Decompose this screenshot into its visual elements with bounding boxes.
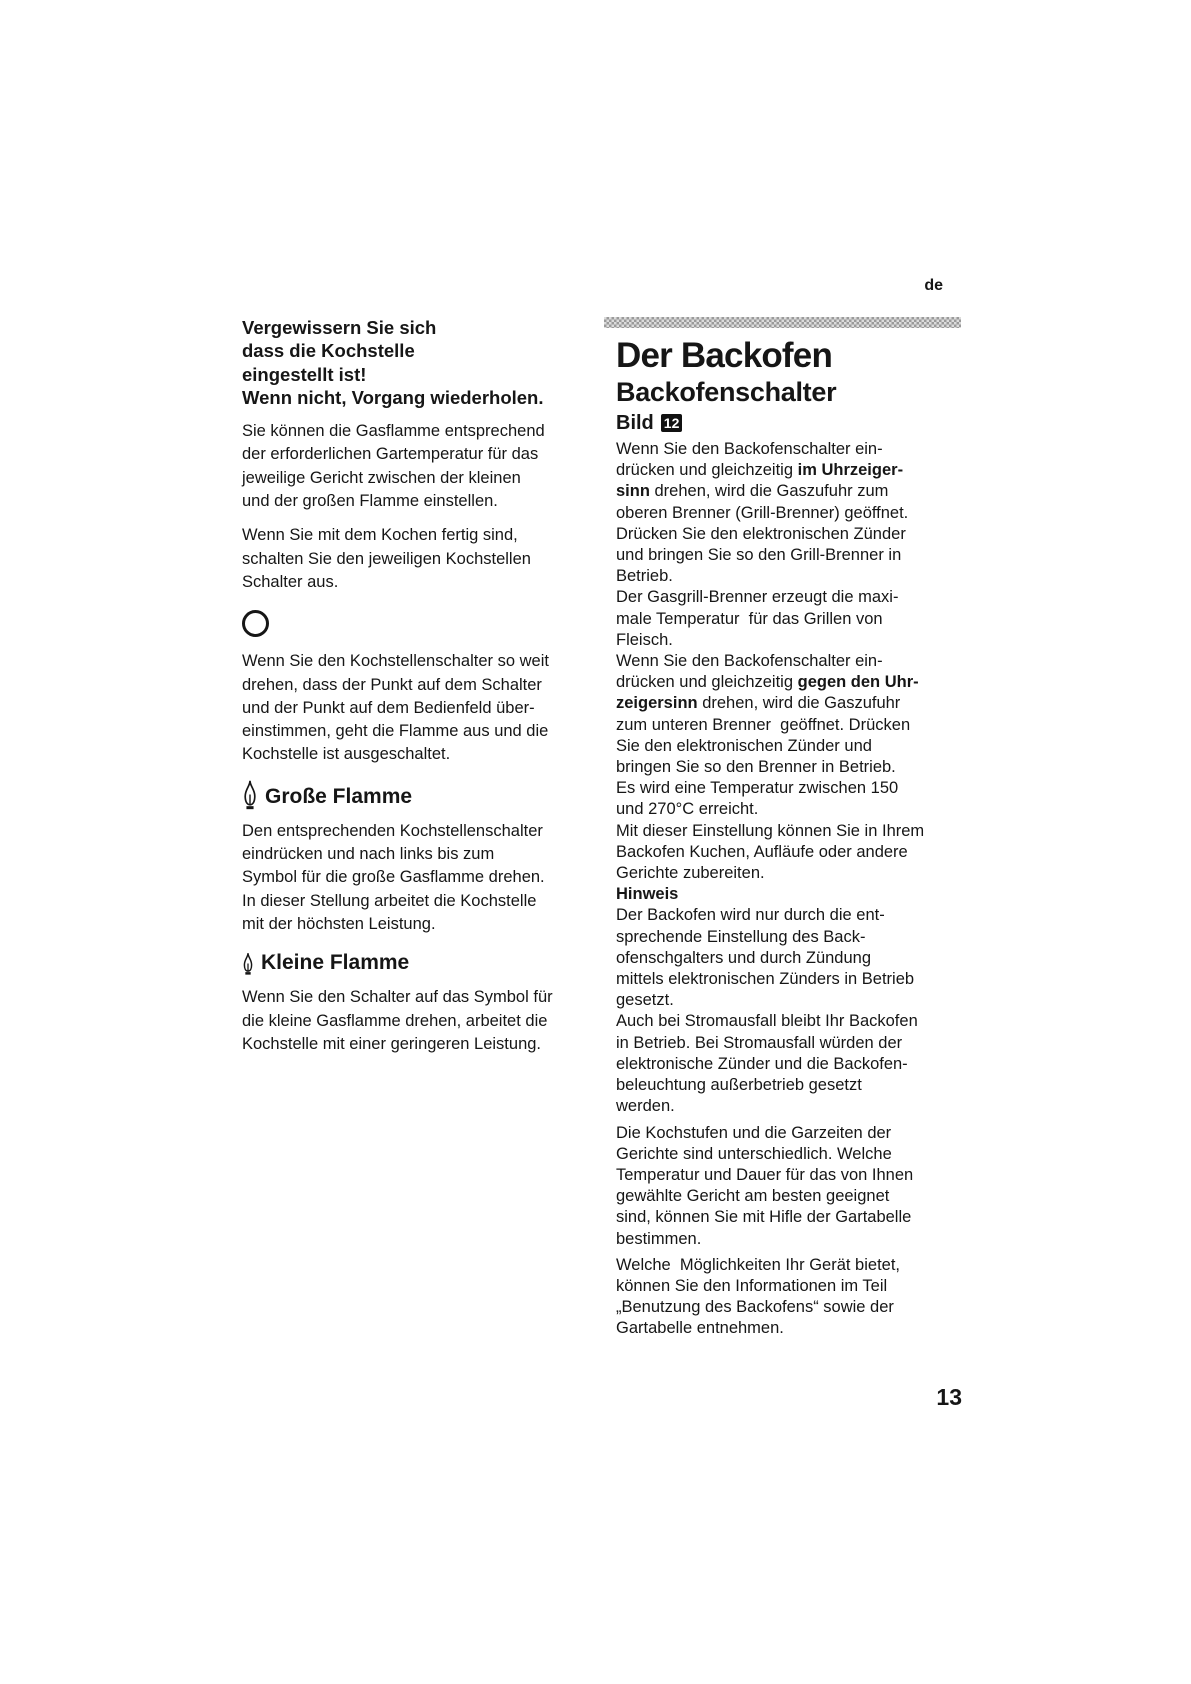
text-line: Schalter aus. <box>242 572 339 591</box>
text-line: Temperatur und Dauer für das von Ihnen <box>616 1165 914 1184</box>
text-segment: drehen, wird die Gaszufuhr <box>697 694 901 713</box>
text-line: Der Gasgrill-Brenner erzeugt die maxi- <box>616 588 899 607</box>
figure-number-badge: 12 <box>661 414 683 432</box>
text-line: jeweilige Gericht zwischen der kleinen <box>242 468 521 487</box>
right-column-text <box>604 336 961 1340</box>
text-line: drehen, dass der Punkt auf dem Schalter <box>242 675 542 694</box>
text-line: Es wird eine Temperatur zwischen 150 <box>616 779 899 798</box>
text-line: Wenn nicht, Vorgang wiederholen. <box>242 386 544 408</box>
paragraph-grosse-flamme <box>242 820 564 936</box>
text-line: ofenschgalters und durch Zündung <box>616 948 872 967</box>
page-number: 13 <box>936 1384 962 1410</box>
text-line: Der Backofen wird nur durch die ent- <box>616 906 885 925</box>
text-line: Wenn Sie den Backofenschalter ein- <box>616 652 883 671</box>
text-line: und bringen Sie so den Grill-Brenner in <box>616 546 902 565</box>
text-line: die kleine Gasflamme drehen, arbeitet die <box>242 1011 548 1030</box>
text-line: Kochstelle ist ausgeschaltet. <box>242 745 451 764</box>
text-line: in Betrieb. Bei Stromausfall würden der <box>616 1033 903 1052</box>
text-line: und der Punkt auf dem Bedienfeld über- <box>242 698 535 717</box>
bold-text-segment: zeigersinn <box>616 694 698 713</box>
text-line: Auch bei Stromausfall bleibt Ihr Backofen <box>616 1012 918 1031</box>
text-line: bestimmen. <box>616 1229 702 1248</box>
text-line: Sie können die Gasflamme entsprechend <box>242 422 545 441</box>
text-line: Wenn Sie den Kochstellenschalter so weit <box>242 652 549 671</box>
text-segment: drücken und gleichzeitig <box>616 461 798 480</box>
text-line: Gerichte sind unterschiedlich. Welche <box>616 1144 892 1163</box>
text-line: Gartabelle entnehmen. <box>616 1319 784 1338</box>
text-line <box>616 693 961 714</box>
text-line: dass die Kochstelle <box>242 340 415 362</box>
off-position-circle-icon <box>242 610 269 637</box>
section-subtitle: Backofenschalter <box>616 377 837 407</box>
section-divider-band <box>604 317 961 328</box>
text-line: werden. <box>616 1097 675 1116</box>
text-line: der erforderlichen Gartemperatur für das <box>242 445 539 464</box>
text-line: Sie den elektronischen Zünder und <box>616 736 872 755</box>
text-line: Symbol für die große Gasflamme drehen. <box>242 868 545 887</box>
text-line <box>616 884 961 905</box>
text-line: schalten Sie den jeweiligen Kochstellen <box>242 549 531 568</box>
warning-heading <box>242 316 564 409</box>
bold-text-segment: sinn <box>616 482 650 501</box>
text-line: sind, können Sie mit Hifle der Gartabelle <box>616 1208 912 1227</box>
paragraph-switch-off <box>242 524 564 594</box>
text-line: Welche Möglichkeiten Ihr Gerät bietet, <box>616 1255 900 1274</box>
text-line: In dieser Stellung arbeitet die Kochstelle <box>242 891 537 910</box>
text-line: Vergewissern Sie sich <box>242 317 437 338</box>
text-line: „Benutzung des Backofens“ sowie der <box>616 1298 894 1317</box>
paragraph-kleine-flamme <box>242 986 564 1056</box>
bold-text-segment: im Uhrzeiger- <box>797 461 904 480</box>
gas-flame-large-icon <box>242 779 258 810</box>
right-column <box>604 276 961 1340</box>
text-line: mit der höchsten Leistung. <box>242 914 436 933</box>
text-line: oberen Brenner (Grill-Brenner) geöffnet. <box>616 503 909 522</box>
text-line: bringen Sie so den Brenner in Betrieb. <box>616 758 896 777</box>
heading-kleine-flamme-label: Kleine Flamme <box>261 951 410 975</box>
language-marker: de <box>924 277 943 294</box>
paragraph-flame-range <box>242 420 564 513</box>
text-line: können Sie den Informationen im Teil <box>616 1276 888 1295</box>
text-line: Backofen Kuchen, Aufläufe oder andere <box>616 842 908 861</box>
heading-kleine-flamme <box>242 950 564 976</box>
text-line: Die Kochstufen und die Garzeiten der <box>616 1123 892 1142</box>
gas-flame-small-icon <box>242 951 254 976</box>
text-line: Wenn Sie mit dem Kochen fertig sind, <box>242 526 518 545</box>
text-line: Gerichte zubereiten. <box>616 864 765 883</box>
text-line: gesetzt. <box>616 991 674 1010</box>
text-line: beleuchtung außerbetrieb gesetzt <box>616 1076 862 1095</box>
bold-text-segment: gegen den Uhr- <box>797 673 919 692</box>
left-column <box>242 316 564 1056</box>
text-line: Wenn Sie den Backofenschalter ein- <box>616 440 883 458</box>
text-line: eingestellt ist! <box>242 363 367 385</box>
bold-text-segment: Hinweis <box>616 885 679 904</box>
text-line: zum unteren Brenner geöffnet. Drücken <box>616 715 911 734</box>
heading-grosse-flamme <box>242 779 564 810</box>
text-line: und 270°C erreicht. <box>616 800 759 819</box>
text-line: elektronische Zünder und die Backofen- <box>616 1054 908 1073</box>
text-line: gewählte Gericht am besten geeignet <box>616 1187 890 1206</box>
text-line: Den entsprechenden Kochstellenschalter <box>242 821 543 840</box>
body-text <box>616 439 961 1340</box>
figure-label: Bild <box>616 412 654 434</box>
text-line: Mit dieser Einstellung können Sie in Ihrem <box>616 821 925 840</box>
text-line: Fleisch. <box>616 630 673 649</box>
text-line <box>616 672 961 693</box>
text-line: und der großen Flamme einstellen. <box>242 492 498 511</box>
text-line: Kochstelle mit einer geringeren Leistung. <box>242 1034 542 1053</box>
text-line: eindrücken und nach links bis zum <box>242 845 495 864</box>
text-segment: drehen, wird die Gaszufuhr zum <box>649 482 889 501</box>
text-line: male Temperatur für das Grillen von <box>616 609 883 628</box>
text-line: Betrieb. <box>616 567 673 586</box>
text-line: sprechende Einstellung des Back- <box>616 927 866 946</box>
figure-reference <box>616 412 961 434</box>
text-line <box>616 481 961 502</box>
text-line: einstimmen, geht die Flamme aus und die <box>242 722 549 741</box>
text-line: mittels elektronischen Zünders in Betrieb <box>616 970 915 989</box>
paragraph-off-position <box>242 650 564 766</box>
section-title: Der Backofen <box>616 336 833 375</box>
text-line: Drücken Sie den elektronischen Zünder <box>616 524 906 543</box>
text-segment: drücken und gleichzeitig <box>616 673 798 692</box>
text-line: Wenn Sie den Schalter auf das Symbol für <box>242 988 553 1007</box>
heading-grosse-flamme-label: Große Flamme <box>265 784 413 808</box>
text-line <box>616 460 961 481</box>
